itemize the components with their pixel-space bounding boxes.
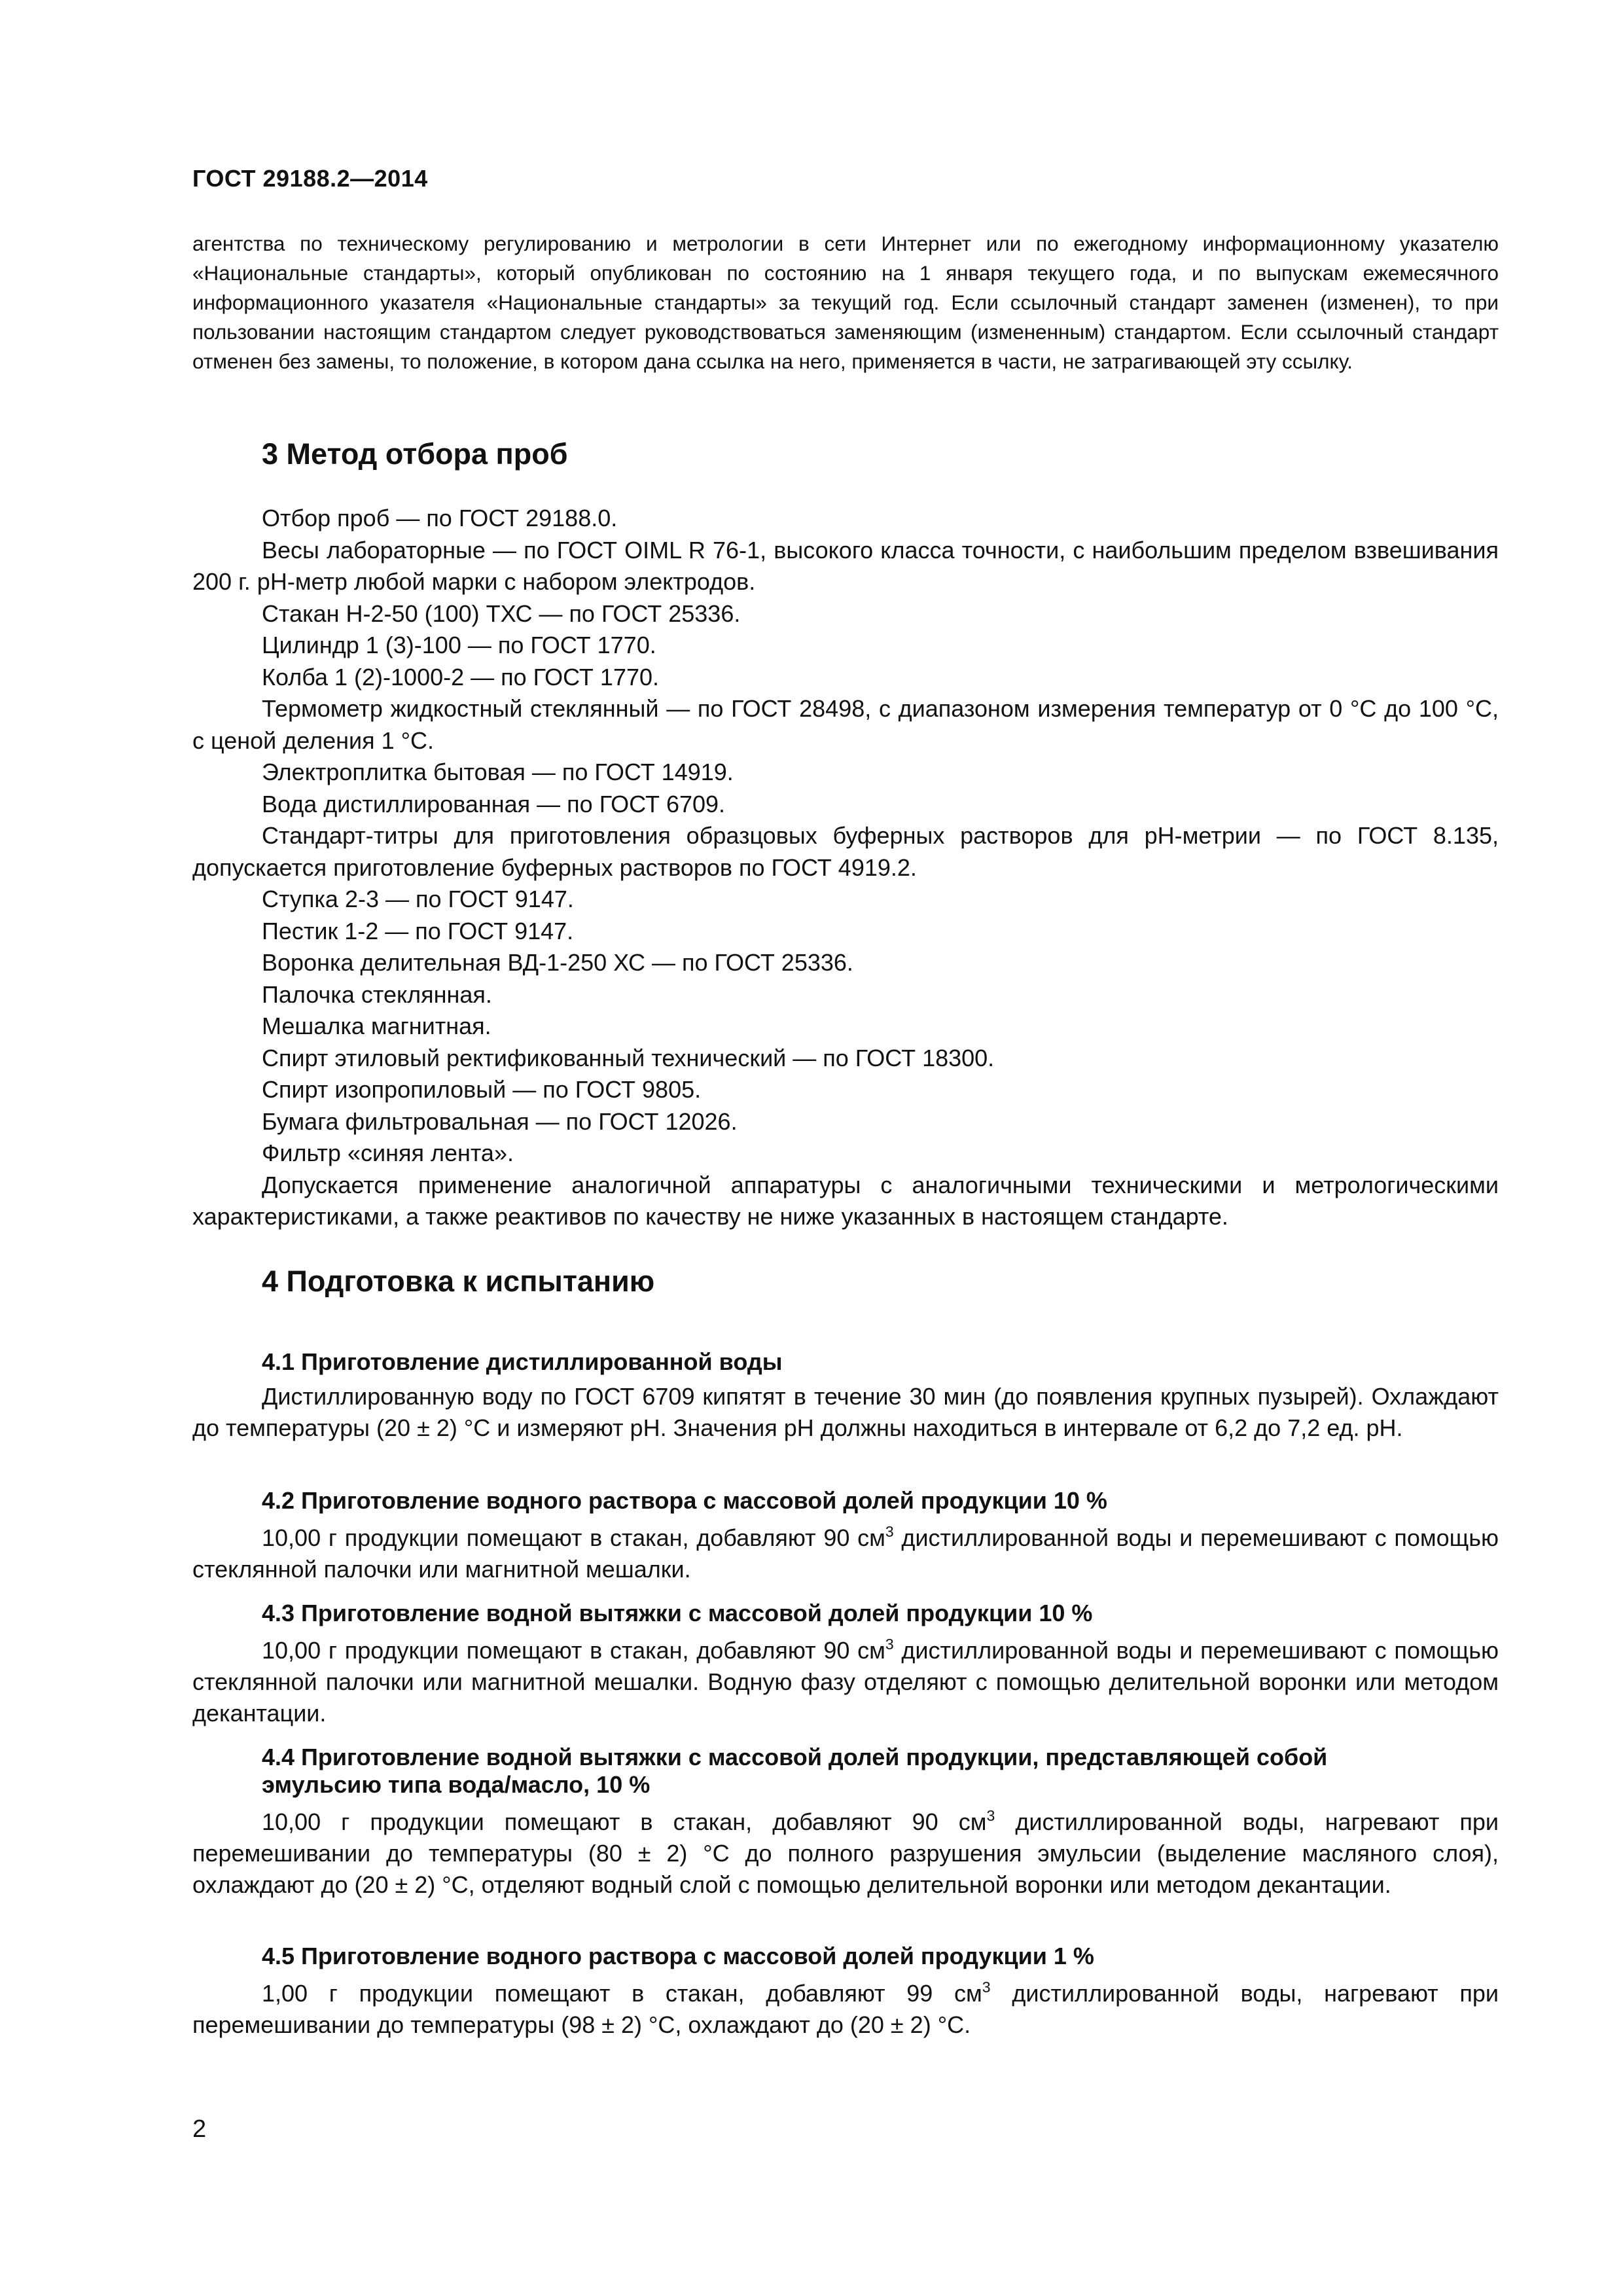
text-part: 10,00 г продукции помещают в стакан, добавляют 90 см <box>262 1808 987 1835</box>
section-3 <box>192 437 1499 471</box>
superscript: 3 <box>986 1807 995 1824</box>
list-item: Мешалка магнитная. <box>262 1013 491 1039</box>
text-part: дистиллированной воды и перемешивают с помощью стеклянной палочки или магнитной мешалки. Водную фазу отделяют с помощью делительной воронки или методом декантации. <box>192 1637 1499 1727</box>
superscript: 3 <box>982 1979 991 1996</box>
text-part: 10,00 г продукции помещают в стакан, добавляют 90 см <box>262 1524 885 1551</box>
list-item: Стандарт-титры для приготовления образцовых буферных растворов для pH-метрии — по ГОСТ 8.135, допускается приготовление буферных растворов по ГОСТ 4919.2. <box>192 822 1499 881</box>
subsection-4-4 <box>192 1744 1499 1901</box>
superscript: 3 <box>885 1636 894 1653</box>
list-item: Палочка стеклянная. <box>262 980 492 1008</box>
text-part: дистиллированной воды, нагревают при перемешивании до температуры (80 ± 2) °С до полного разрушения эмульсии (выделение масляного слоя), охлаждают до (20 ± 2) °С, отделяют водный слой с помощью делительной воронки или методом декантации. <box>192 1808 1499 1898</box>
text-part: дистиллированной воды и перемешивают с помощью стеклянной палочки или магнитной мешалки. <box>192 1524 1499 1583</box>
subsection-4-5-text <box>192 1978 1499 2041</box>
subsection-4-2-text <box>192 1522 1499 1585</box>
subsection-4-4-title <box>192 1744 1499 1799</box>
subsection-4-5-title: 4.5 Приготовление водного раствора с массовой долей продукции 1 % <box>262 1943 1094 1969</box>
list-item: Бумага фильтровальная — по ГОСТ 12026. <box>262 1107 738 1135</box>
list-item: Колба 1 (2)-1000-2 — по ГОСТ 1770. <box>262 663 660 691</box>
title-line: эмульсию типа вода/масло, 10 % <box>262 1771 651 1798</box>
subsection-4-4-text <box>192 1806 1499 1901</box>
list-item: Воронка делительная ВД-1-250 ХС — по ГОСТ 25336. <box>262 949 853 976</box>
subsection-4-2 <box>192 1487 1499 1585</box>
subsection-4-2-title: 4.2 Приготовление водного раствора с массовой долей продукции 10 % <box>262 1487 1107 1514</box>
subsection-4-3-text <box>192 1635 1499 1729</box>
subsection-4-5 <box>192 1943 1499 2041</box>
list-item: Термометр жидкостный стеклянный — по ГОСТ 28498, с диапазоном измерения температур от 0 °С до 100 °С, с ценой деления 1 °С. <box>192 695 1499 754</box>
list-item: Допускается применение аналогичной аппаратуры с аналогичными техническими и метрологическими характеристиками, а также реактивов по качеству не ниже указанных в настоящем стандарте. <box>192 1171 1499 1230</box>
list-item: Спирт изопропиловый — по ГОСТ 9805. <box>262 1076 702 1103</box>
document-header: ГОСТ 29188.2—2014 <box>192 165 428 192</box>
list-item: Вода дистиллированная — по ГОСТ 6709. <box>262 790 726 817</box>
list-item: Фильтр «синяя лента». <box>262 1139 514 1166</box>
intro-paragraph <box>192 229 1499 376</box>
list-item: Электроплитка бытовая — по ГОСТ 14919. <box>262 759 734 785</box>
title-line: 4.4 Приготовление водной вытяжки с массовой долей продукции, представляющей собой <box>262 1744 1328 1770</box>
list-item: Весы лабораторные — по ГОСТ OIML R 76-1, высокого класса точности, с наибольшим пределом взвешивания 200 г. pH-метр любой марки с набором электродов. <box>192 536 1499 595</box>
text-part: 1,00 г продукции помещают в стакан, добавляют 99 см <box>262 1980 982 2007</box>
subsection-4-1-text: Дистиллированную воду по ГОСТ 6709 кипятят в течение 30 мин (до появления крупных пузырей). Охлаждают до температуры (20 ± 2) °С и измеряют pH. Значения pH должны находиться в интервале от 6,2 до 7,2 ед. pH. <box>192 1383 1499 1441</box>
superscript: 3 <box>885 1523 894 1540</box>
list-item: Пестик 1-2 — по ГОСТ 9147. <box>262 917 574 944</box>
section-3-title: 3 Метод отбора проб <box>262 437 568 471</box>
text-part: 10,00 г продукции помещают в стакан, добавляют 90 см <box>262 1637 885 1664</box>
list-item: Отбор проб — по ГОСТ 29188.0. <box>262 505 618 531</box>
text-part: дистиллированной воды, нагревают при перемешивании до температуры (98 ± 2) °С, охлаждают до (20 ± 2) °С. <box>192 1980 1499 2038</box>
page-number: 2 <box>192 2115 207 2143</box>
list-item: Цилиндр 1 (3)-100 — по ГОСТ 1770. <box>262 632 656 658</box>
section-3-list <box>192 503 1499 1233</box>
subsection-4-3 <box>192 1600 1499 1729</box>
list-item: Ступка 2-3 — по ГОСТ 9147. <box>262 886 574 912</box>
list-item: Стакан Н-2-50 (100) ТХС — по ГОСТ 25336. <box>262 600 741 627</box>
subsection-4-3-title: 4.3 Приготовление водной вытяжки с массовой долей продукции 10 % <box>262 1600 1093 1626</box>
list-item: Спирт этиловый ректификованный технический — по ГОСТ 18300. <box>262 1044 995 1071</box>
section-4 <box>192 1265 1499 1299</box>
subsection-4-1-title: 4.1 Приготовление дистиллированной воды <box>262 1348 783 1375</box>
section-4-title: 4 Подготовка к испытанию <box>262 1265 655 1298</box>
subsection-4-1 <box>192 1348 1499 1444</box>
intro-text: агентства по техническому регулированию и метрологии в сети Интернет или по ежегодному информационному указателю «Национальные стандарты», который опубликован по состоянию на 1 января текущего года, и по выпускам ежемесячного информационного указателя «Национальные стандарты» за текущий год. Если ссылочный стандарт заменен (изменен), то при пользовании настоящим стандартом следует руководствоваться заменяющим (измененным) стандартом. Если ссылочный стандарт отменен без замены, то положение, в котором дана ссылка на него, применяется в части, не затрагивающей эту ссылку. <box>192 232 1499 373</box>
